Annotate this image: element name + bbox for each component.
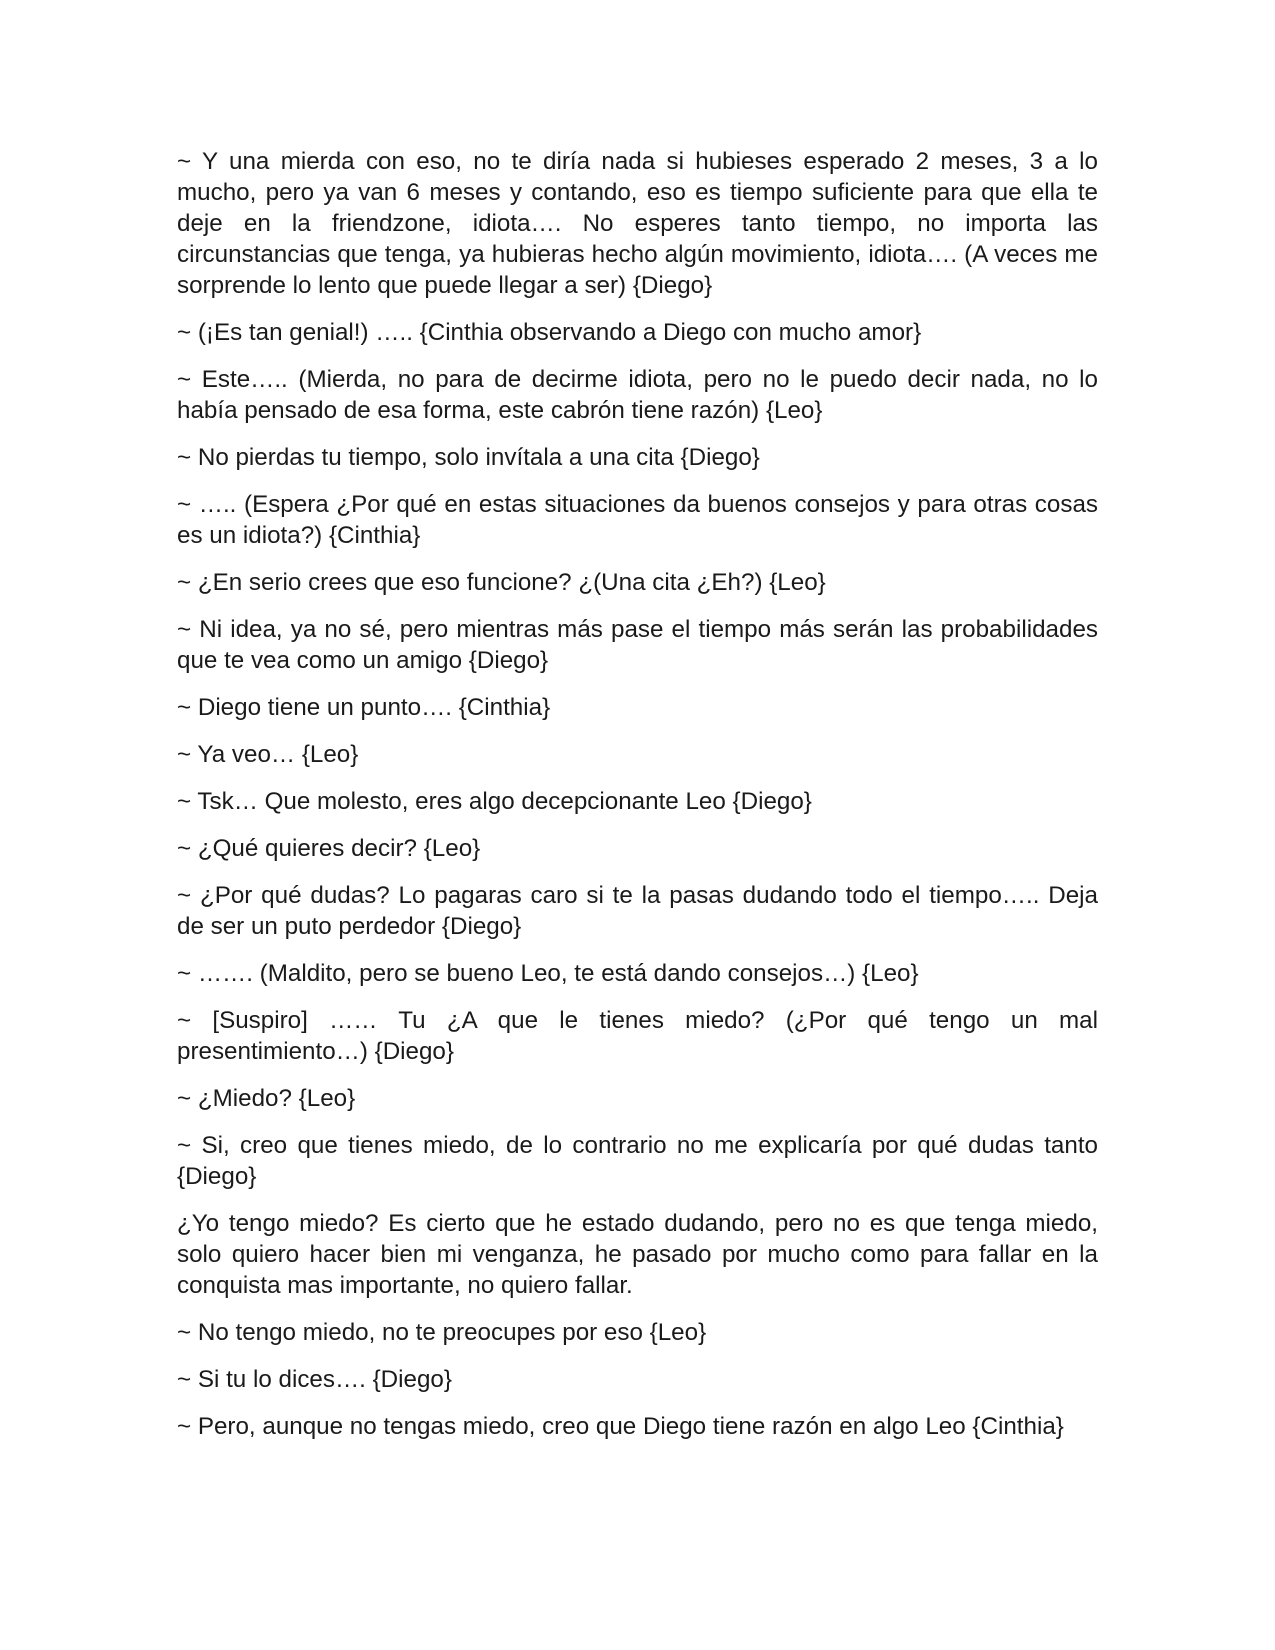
document-body: [177, 146, 1098, 1458]
paragraph: ~ Diego tiene un punto…. {Cinthia}: [177, 694, 551, 721]
paragraph: ~ No pierdas tu tiempo, solo invítala a una cita {Diego}: [177, 444, 760, 471]
paragraph: ~ [Suspiro] …… Tu ¿A que le tienes miedo? (¿Por qué tengo un mal presentimiento…) {Diego}: [177, 1007, 1098, 1065]
paragraph: ~ ……. (Maldito, pero se bueno Leo, te está dando consejos…) {Leo}: [177, 960, 919, 987]
paragraph: ~ No tengo miedo, no te preocupes por eso {Leo}: [177, 1319, 707, 1346]
paragraph: ~ Ni idea, ya no sé, pero mientras más pase el tiempo más serán las probabilidades que te vea como un amigo {Diego}: [177, 616, 1098, 674]
paragraph: ¿Yo tengo miedo? Es cierto que he estado dudando, pero no es que tenga miedo, solo quiero hacer bien mi venganza, he pasado por mucho como para fallar en la conquista mas importante, no quiero fallar.: [177, 1210, 1098, 1299]
paragraph: ~ ….. (Espera ¿Por qué en estas situaciones da buenos consejos y para otras cosas es un idiota?) {Cinthia}: [177, 491, 1098, 549]
paragraph: ~ ¿Miedo? {Leo}: [177, 1085, 356, 1112]
paragraph: ~ Pero, aunque no tengas miedo, creo que Diego tiene razón en algo Leo {Cinthia}: [177, 1413, 1064, 1440]
paragraph: ~ ¿En serio crees que eso funcione? ¿(Una cita ¿Eh?) {Leo}: [177, 569, 826, 596]
paragraph: ~ Ya veo… {Leo}: [177, 741, 359, 768]
paragraph: ~ (¡Es tan genial!) ….. {Cinthia observando a Diego con mucho amor}: [177, 319, 922, 346]
paragraph: ~ Tsk… Que molesto, eres algo decepcionante Leo {Diego}: [177, 788, 812, 815]
paragraph: ~ ¿Qué quieres decir? {Leo}: [177, 835, 481, 862]
paragraph: ~ ¿Por qué dudas? Lo pagaras caro si te la pasas dudando todo el tiempo….. Deja de ser un puto perdedor {Diego}: [177, 882, 1098, 940]
paragraph: ~ Este….. (Mierda, no para de decirme idiota, pero no le puedo decir nada, no lo había pensado de esa forma, este cabrón tiene razón) {Leo}: [177, 366, 1098, 424]
paragraph: ~ Si, creo que tienes miedo, de lo contrario no me explicaría por qué dudas tanto {Diego}: [177, 1132, 1098, 1190]
paragraph: ~ Y una mierda con eso, no te diría nada si hubieses esperado 2 meses, 3 a lo mucho, pero ya van 6 meses y contando, eso es tiempo suficiente para que ella te deje en la friendzone, idiota…. No esperes tanto tiempo, no importa las circunstancias que tenga, ya hubieras hecho algún movimiento, idiota…. (A veces me sorprende lo lento que puede llegar a ser) {Diego}: [177, 148, 1098, 299]
paragraph: ~ Si tu lo dices…. {Diego}: [177, 1366, 452, 1393]
